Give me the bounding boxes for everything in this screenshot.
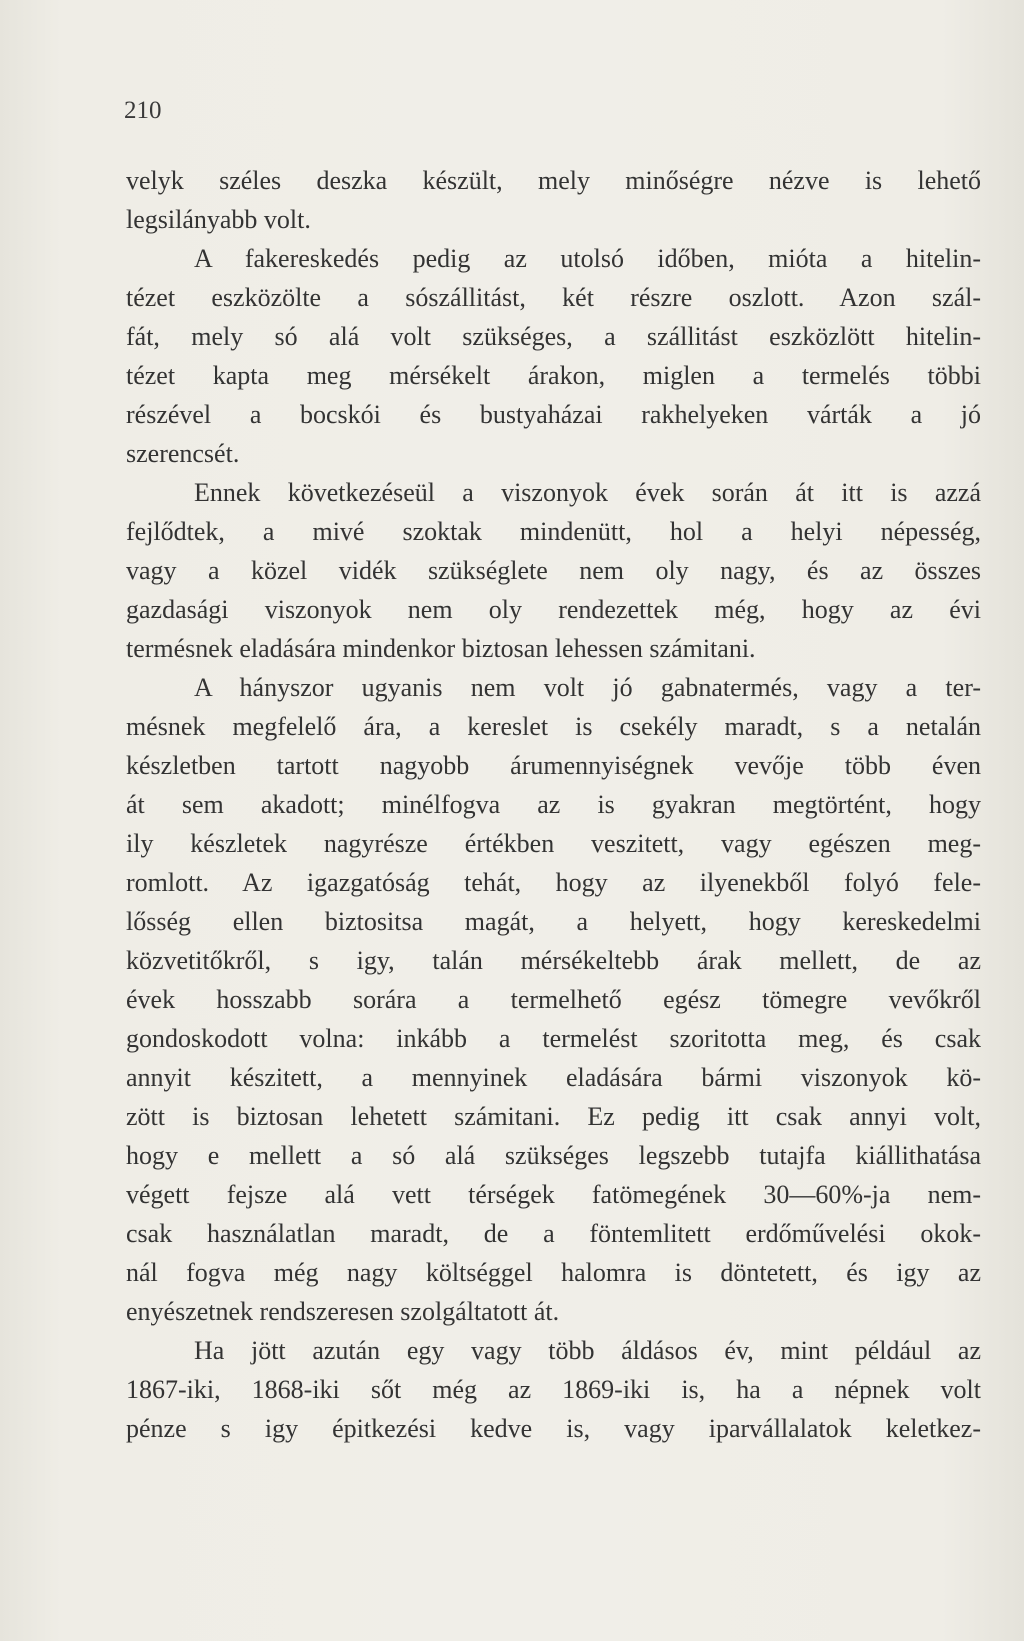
text-line: lősség ellen biztositsa magát, a helyett, hogy kereskedelmi xyxy=(126,907,981,936)
page-number: 210 xyxy=(124,97,162,124)
text-line: A fakereskedés pedig az utolsó időben, mióta a hitelin- xyxy=(194,244,981,273)
text-line: fejlődtek, a mivé szoktak mindenütt, hol a helyi népesség, xyxy=(126,517,981,546)
text-line: enyészetnek rendszeresen szolgáltatott át. xyxy=(126,1297,560,1326)
text-line: csak használatlan maradt, de a föntemlitett erdőművelési okok- xyxy=(126,1219,981,1248)
body-text xyxy=(126,161,981,1448)
text-line: végett fejsze alá vett térségek fatömegének 30—60%-ja nem- xyxy=(126,1180,981,1209)
text-line: romlott. Az igazgatóság tehát, hogy az ilyenekből folyó fele- xyxy=(126,868,981,897)
text-line: termésnek eladására mindenkor biztosan lehessen számitani. xyxy=(126,634,756,663)
text-line: gazdasági viszonyok nem oly rendezettek még, hogy az évi xyxy=(126,595,981,624)
text-line: készletben tartott nagyobb árumennyiségnek vevője több éven xyxy=(126,751,981,780)
text-line: fát, mely só alá volt szükséges, a szállitást eszközlött hitelin- xyxy=(126,322,981,351)
text-line: ily készletek nagyrésze értékben veszitett, vagy egészen meg- xyxy=(126,829,981,858)
text-line: legsilányabb volt. xyxy=(126,205,311,234)
text-line: vagy a közel vidék szükséglete nem oly nagy, és az összes xyxy=(126,556,981,585)
text-line: zött is biztosan lehetett számitani. Ez pedig itt csak annyi volt, xyxy=(126,1102,981,1131)
text-line: tézet eszközölte a sószállitást, két részre oszlott. Azon szál- xyxy=(126,283,981,312)
text-line: hogy e mellett a só alá szükséges legszebb tutajfa kiállithatása xyxy=(126,1141,981,1170)
text-line: Ennek következéseül a viszonyok évek során át itt is azzá xyxy=(194,478,981,507)
text-line: évek hosszabb sorára a termelhető egész tömegre vevőkről xyxy=(126,985,981,1014)
text-line: 1867-iki, 1868-iki sőt még az 1869-iki is, ha a népnek volt xyxy=(126,1375,981,1404)
text-line: nál fogva még nagy költséggel halomra is döntetett, és igy az xyxy=(126,1258,981,1287)
text-line: szerencsét. xyxy=(126,439,240,468)
text-line: át sem akadott; minélfogva az is gyakran megtörtént, hogy xyxy=(126,790,981,819)
text-line: Ha jött azután egy vagy több áldásos év, mint például az xyxy=(194,1336,981,1365)
text-line: annyit készitett, a mennyinek eladására bármi viszonyok kö- xyxy=(126,1063,981,1092)
text-line: velyk széles deszka készült, mely minőségre nézve is lehető xyxy=(126,166,981,195)
text-line: A hányszor ugyanis nem volt jó gabnatermés, vagy a ter- xyxy=(194,673,981,702)
text-line: mésnek megfelelő ára, a kereslet is csekély maradt, s a netalán xyxy=(126,712,981,741)
text-line: tézet kapta meg mérsékelt árakon, miglen a termelés többi xyxy=(126,361,981,390)
text-line: pénze s igy épitkezési kedve is, vagy iparvállalatok keletkez- xyxy=(126,1414,981,1443)
text-line: gondoskodott volna: inkább a termelést szoritotta meg, és csak xyxy=(126,1024,981,1053)
text-line: közvetitőkről, s igy, talán mérsékeltebb árak mellett, de az xyxy=(126,946,981,975)
text-line: részével a bocskói és bustyaházai rakhelyeken várták a jó xyxy=(126,400,981,429)
